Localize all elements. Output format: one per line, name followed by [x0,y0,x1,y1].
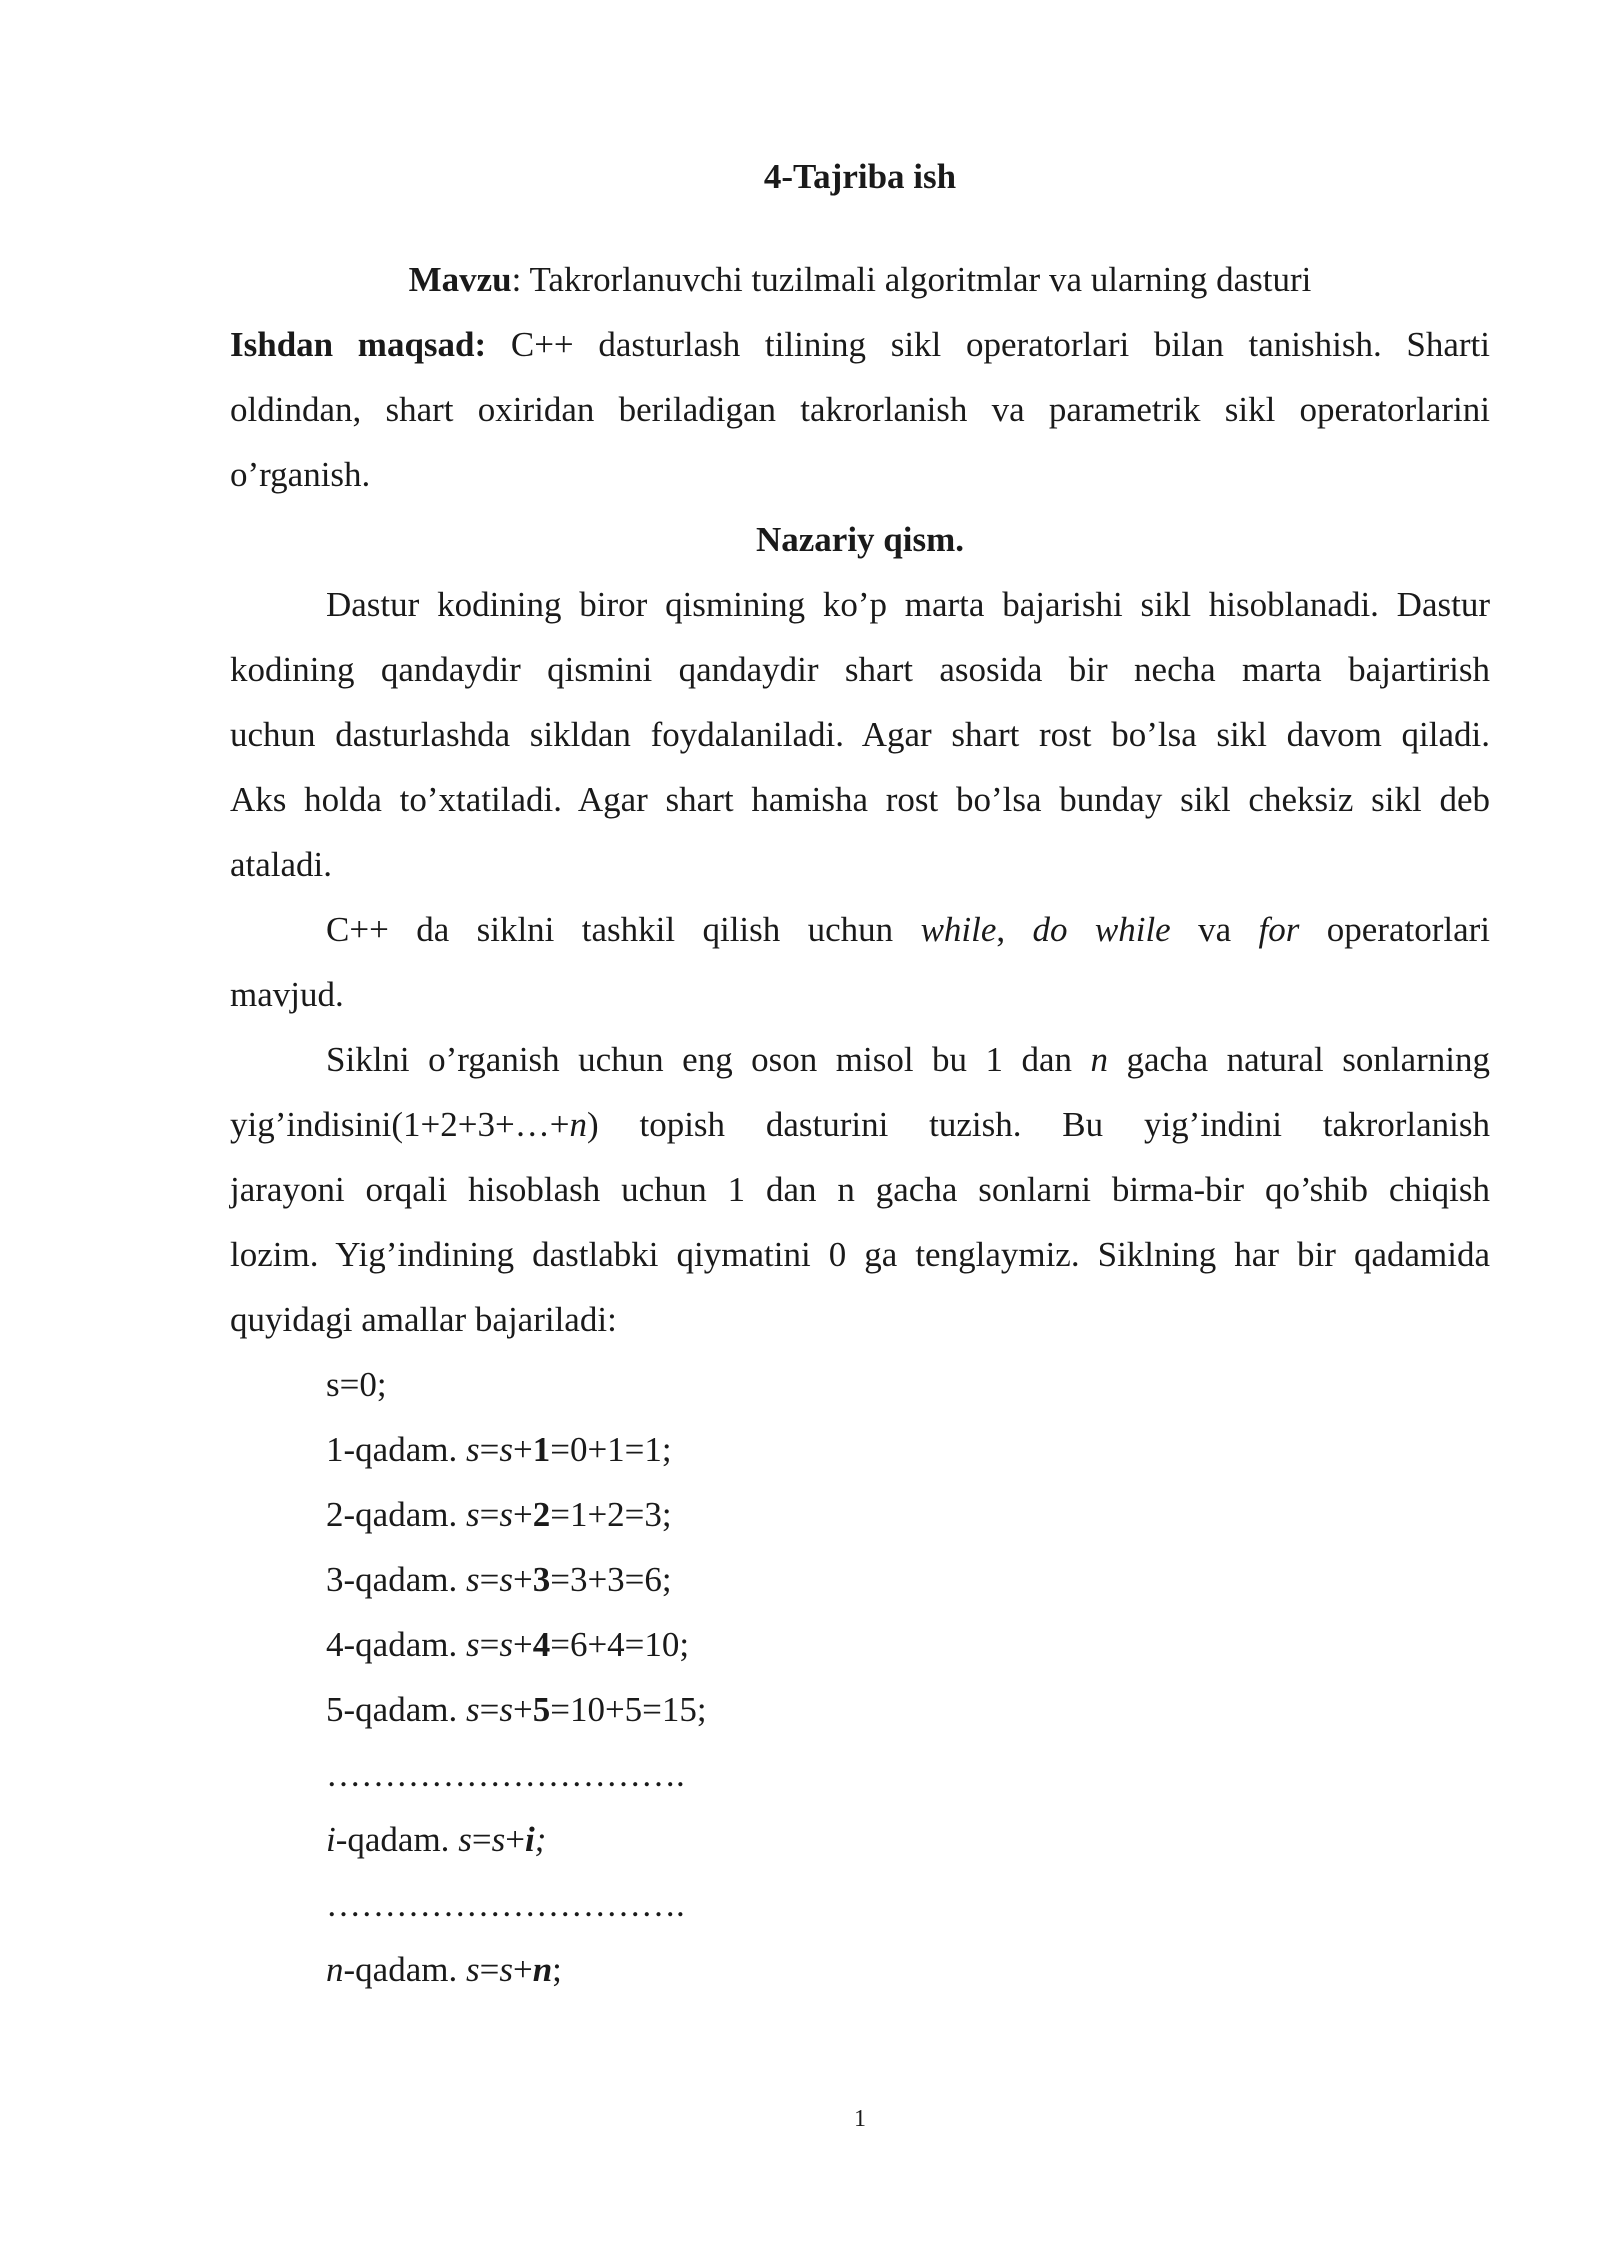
step-result: =1+2=3; [550,1495,672,1534]
step-increment: 1 [532,1430,551,1469]
para1-line-1 [230,572,1490,637]
para1-line-4: Aks holda to’xtatiladi. Agar shart hamisha rost bo’lsa bunday sikl cheksiz sikl deb [230,780,1490,819]
para1-line-3: uchun dasturlashda sikldan foydalaniladi. Agar shart rost bo’lsa sikl davom qiladi. [230,715,1490,754]
theory-paragraph-2 [230,897,1490,1027]
step-end: ; [552,1950,562,1989]
step-var: s [465,1690,480,1729]
para2-line-1 [230,897,1490,962]
step-increment: 3 [532,1560,551,1599]
topic-line [230,247,1490,312]
step-i [326,1807,1326,1872]
step-ellipsis-1: …………………………. [326,1755,685,1794]
goal-line-2: oldindan, shart oxiridan beriladigan takrorlanish va parametrik sikl operatorlarini [230,390,1490,429]
step-end: ; [534,1820,547,1859]
step-label: 4-qadam. [326,1625,466,1664]
step-increment: 2 [532,1495,551,1534]
step-label: -qadam. [343,1950,466,1989]
step-n [326,1937,1326,2002]
topic-text: Takrorlanuvchi tuzilmali algoritmlar va ularning dasturi [529,260,1312,299]
keyword-for: for [1258,910,1300,949]
step-label: 3-qadam. [326,1560,466,1599]
step-label: 5-qadam. [326,1690,466,1729]
theory-paragraph-3 [230,1027,1490,1352]
step-result: =6+4=10; [550,1625,690,1664]
step-3 [326,1547,1326,1612]
step-label: 1-qadam. [326,1430,466,1469]
step-var: s [465,1495,480,1534]
para3-line-2 [230,1092,1490,1157]
para1-text-1: Dastur kodining biror qismining ko’p marta bajarishi sikl hisoblanadi. Dastur [326,585,1490,624]
step-ellipsis-2: …………………………. [326,1885,685,1924]
goal-line-1 [230,312,1490,377]
step-var: s [458,1820,472,1859]
para3-l1b: gacha natural sonlarning [1108,1040,1490,1079]
para1-line-2: kodining qandaydir qismini qandaydir shart asosida bir necha marta bajartirish [230,650,1490,689]
step-var: s [491,1820,506,1859]
step-increment-i: i [524,1820,535,1859]
para3-var-n-1: n [1090,1040,1109,1079]
step-var: s [465,1625,480,1664]
step-1 [326,1417,1326,1482]
step-eq: = [479,1560,500,1599]
step-plus: + [512,1625,533,1664]
step-label: -qadam. [335,1820,459,1859]
para3-line-1 [230,1027,1490,1092]
document-title: 4-Tajriba ish [763,157,957,196]
step-var-n: n [326,1950,344,1989]
step-result: =10+5=15; [550,1690,707,1729]
goal-text-1: C++ dasturlash tilining sikl operatorlari bilan tanishish. Sharti [486,325,1490,364]
step-4 [326,1612,1326,1677]
goal-label: Ishdan maqsad: [230,325,487,364]
topic-separator: : [511,260,530,299]
para3-l2b: ) topish dasturini tuzish. Bu yig’indini takrorlanish [587,1105,1490,1144]
step-var: s [499,1560,513,1599]
step-var: s [465,1560,480,1599]
para2-part1: C++ da siklni tashkil qilish uchun [326,910,921,949]
keyword-do-while: do while [1032,910,1171,949]
para2-line-2: mavjud. [230,975,344,1014]
step-var: s [499,1430,513,1469]
step-eq: = [479,1625,500,1664]
step-result: =0+1=1; [550,1430,672,1469]
para3-l1a: Siklni o’rganish uchun eng oson misol bu 1 dan [326,1040,1091,1079]
step-plus: + [512,1430,533,1469]
keyword-while: while [920,910,997,949]
para3-line-3: jarayoni orqali hisoblash uchun 1 dan n gacha sonlarni birma-bir qo’shib chiqish [230,1170,1490,1209]
step-plus: + [512,1950,533,1989]
step-eq: = [479,1430,500,1469]
step-increment: 5 [532,1690,551,1729]
para1-line-5: ataladi. [230,845,333,884]
theory-paragraph-1 [230,572,1490,897]
step-var: s [465,1950,480,1989]
para2-sep1: , [996,910,1033,949]
page-number: 1 [854,2106,866,2132]
para3-var-n-2: n [569,1105,588,1144]
step-increment: 4 [532,1625,551,1664]
step-var: s [499,1495,513,1534]
para2-part2: operatorlari [1299,910,1490,949]
goal-line-3: o’rganish. [230,455,371,494]
step-increment-n: n [532,1950,553,1989]
section-heading: Nazariy qism. [755,520,965,559]
step-eq: = [479,1690,500,1729]
step-var: s [499,1625,513,1664]
step-eq: = [479,1495,500,1534]
para2-sep2: va [1170,910,1259,949]
step-eq: = [471,1820,492,1859]
step-2 [326,1482,1326,1547]
para3-l2a: yig’indisini(1+2+3+…+ [230,1105,570,1144]
step-var: s [499,1690,513,1729]
step-var-i: i [326,1820,336,1859]
step-plus: + [512,1560,533,1599]
step-plus: + [512,1495,533,1534]
step-var: s [465,1430,480,1469]
step-init: s=0; [326,1365,387,1404]
step-plus: + [512,1690,533,1729]
algorithm-steps [326,1352,1326,2002]
step-label: 2-qadam. [326,1495,466,1534]
topic-label: Mavzu [408,260,512,299]
para3-line-5: quyidagi amallar bajariladi: [230,1300,617,1339]
step-eq: = [479,1950,500,1989]
para3-line-4: lozim. Yig’indining dastlabki qiymatini 0 ga tenglaymiz. Siklning har bir qadamida [230,1235,1490,1274]
step-var: s [499,1950,513,1989]
step-result: =3+3=6; [550,1560,672,1599]
step-plus: + [505,1820,525,1859]
step-5 [326,1677,1326,1742]
goal-paragraph [230,312,1490,507]
